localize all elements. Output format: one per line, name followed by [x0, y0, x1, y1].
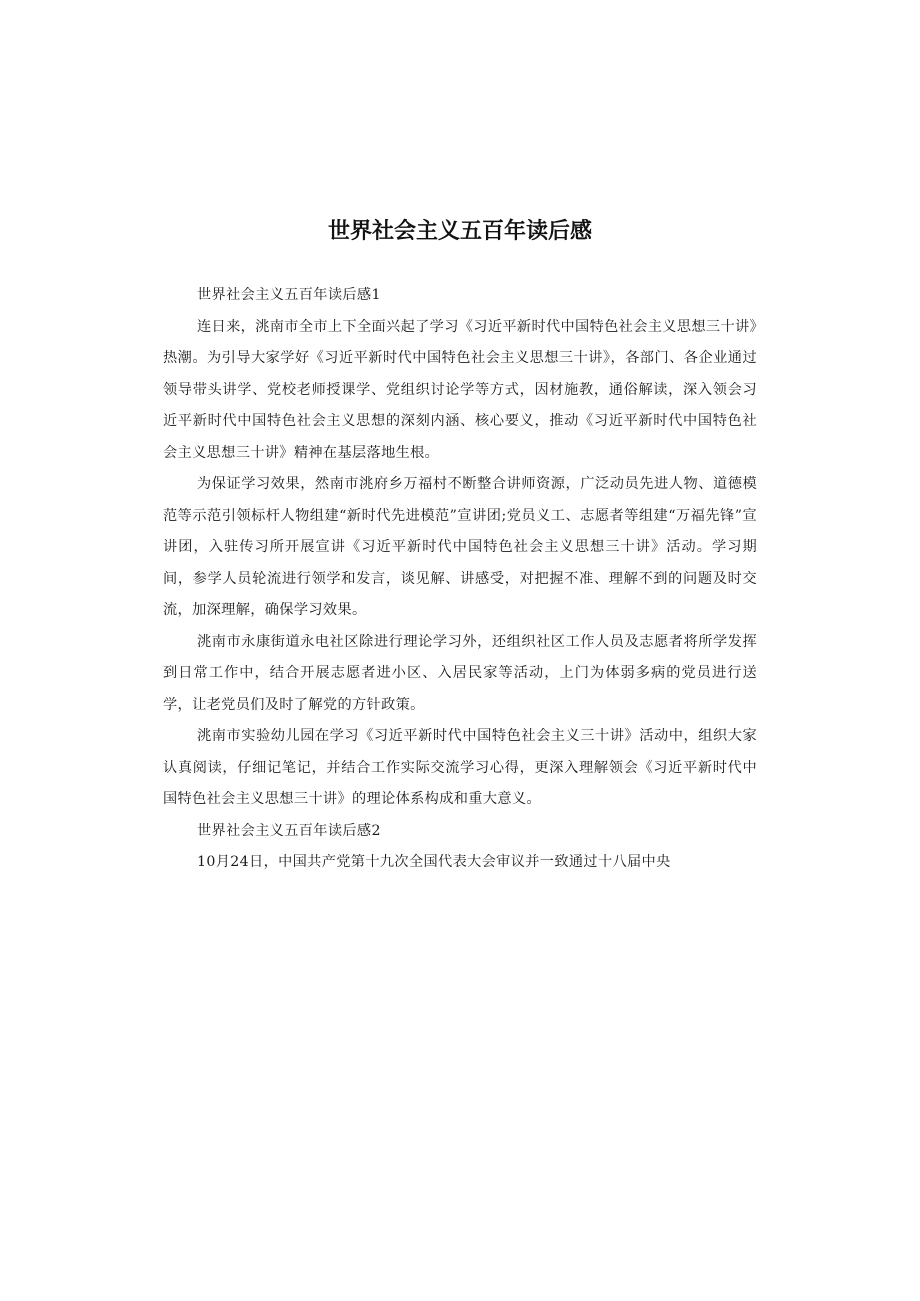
- section-heading-2: 世界社会主义五百年读后感2: [197, 822, 381, 839]
- paragraph: 连日来，洮南市全市上下全面兴起了学习《习近平新时代中国特色社会主义思想三十讲》热潮。为引导大家学好《习近平新时代中国特色社会主义思想三十讲》，各部门、各企业通过领导带头讲学、党校老师授课学、党组织讨论学等方式，因材施教，通俗解读，深入领会习近平新时代中国特色社会主义思想的深刻内涵、核心要义，推动《习近平新时代中国特色社会主义思想三十讲》精神在基层落地生根。: [163, 318, 757, 461]
- paragraph: 为保证学习效果，然南市洮府乡万福村不断整合讲师资源，广泛动员先进人物、道德模范等示范引领标杆人物组建“新时代先进模范”宣讲团;党员义工、志愿者等组建“万福先锋”宣讲团，入驻传习所开展宣讲《习近平新时代中国特色社会主义思想三十讲》活动。学习期间，参学人员轮流进行领学和发言，谈见解、讲感受，对把握不准、理解不到的问题及时交流，加深理解，确保学习效果。: [163, 476, 757, 618]
- section-heading-1: 世界社会主义五百年读后感1: [197, 287, 381, 303]
- paragraph: 洮南市实验幼儿园在学习《习近平新时代中国特色社会主义三十讲》活动中，组织大家认真阅读，仔细记笔记，并结合工作实际交流学习心得，更深入理解领会《习近平新时代中国特色社会主义思想三十讲》的理论体系构成和重大意义。: [163, 728, 757, 807]
- document-body: [163, 280, 757, 879]
- document-title: 世界社会主义五百年读后感: [327, 219, 592, 244]
- paragraph: 洮南市永康街道永电社区除进行理论学习外，还组织社区工作人员及志愿者将所学发挥到日常工作中，结合开展志愿者进小区、入居民家等活动，上门为体弱多病的党员进行送学，让老党员们及时了解党的方针政策。: [163, 633, 757, 713]
- paragraph: 10月24日，中国共产党第十九次全国代表大会审议并一致通过十八届中央: [197, 854, 671, 870]
